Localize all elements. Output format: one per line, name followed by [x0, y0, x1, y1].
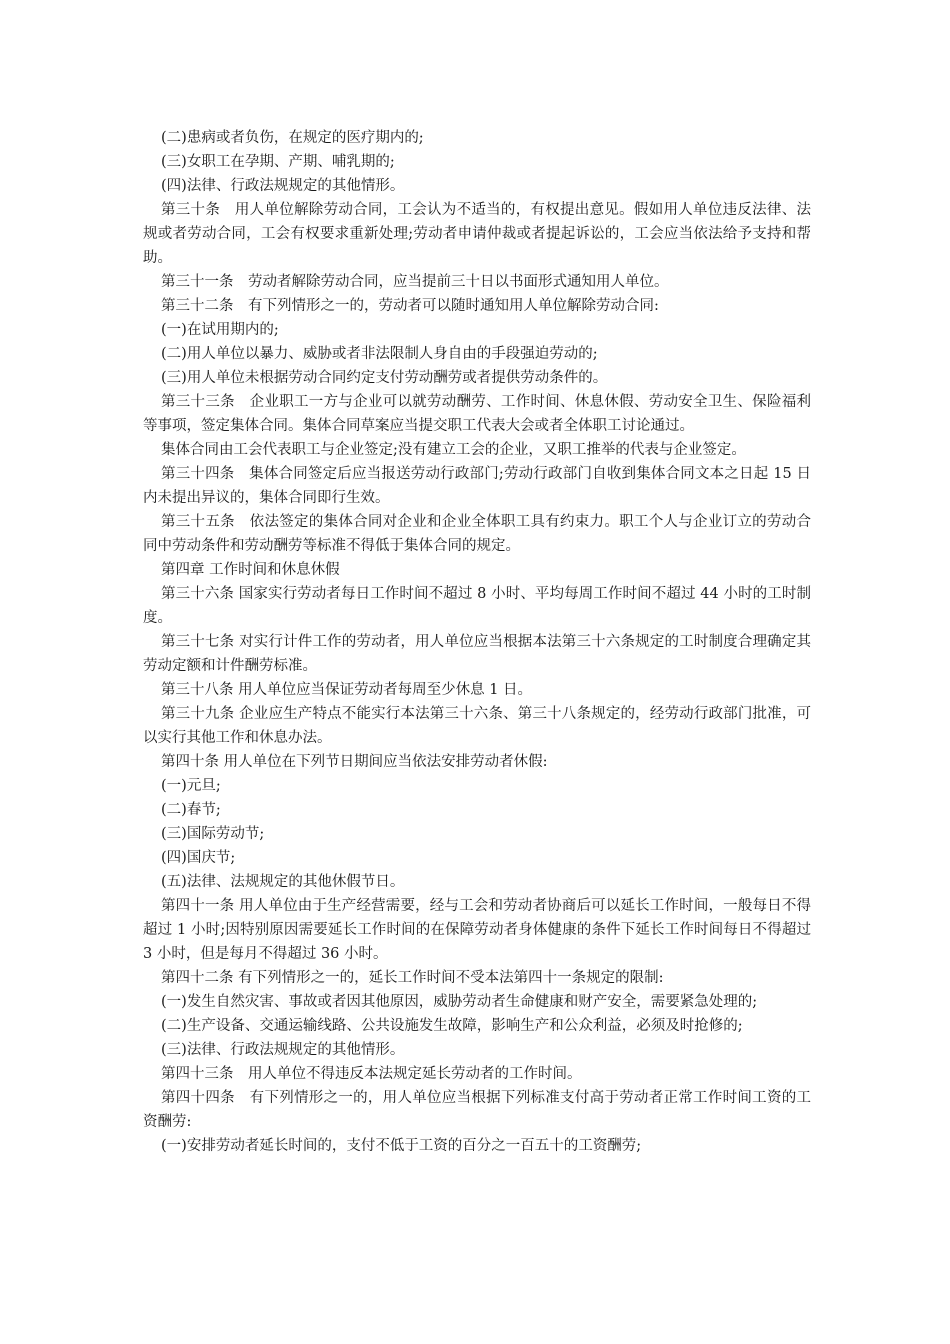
- article-41: 第四十一条 用人单位由于生产经营需要，经与工会和劳动者协商后可以延长工作时间，一般每日不得超过 1 小时;因特别原因需要延长工作时间的在保障劳动者身体健康的条件下延长工作时间每日不得超过 3 小时，但是每月不得超过 36 小时。: [143, 898, 816, 962]
- list-item: (五)法律、法规规定的其他休假节日。: [161, 874, 405, 890]
- chapter-heading: 第四章 工作时间和休息休假: [161, 562, 340, 578]
- list-item: (一)在试用期内的;: [161, 322, 279, 338]
- article-44: 第四十四条 有下列情形之一的，用人单位应当根据下列标准支付高于劳动者正常工作时间工资的工资酬劳:: [143, 1090, 811, 1130]
- article-43: 第四十三条 用人单位不得违反本法规定延长劳动者的工作时间。: [161, 1066, 582, 1082]
- list-item: (二)患病或者负伤，在规定的医疗期内的;: [161, 130, 424, 146]
- article-33: 第三十三条 企业职工一方与企业可以就劳动酬劳、工作时间、休息休假、劳动安全卫生、保险福利等事项，签定集体合同。集体合同草案应当提交职工代表大会或者全体职工讨论通过。: [143, 394, 811, 434]
- list-item: (二)春节;: [161, 802, 221, 818]
- article-42: 第四十二条 有下列情形之一的，延长工作时间不受本法第四十一条规定的限制:: [161, 970, 664, 986]
- article-36: 第三十六条 国家实行劳动者每日工作时间不超过 8 小时、平均每周工作时间不超过 44 小时的工时制度。: [143, 586, 811, 626]
- article-30: 第三十条 用人单位解除劳动合同，工会认为不适当的，有权提出意见。假如用人单位违反法律、法规或者劳动合同，工会有权要求重新处理;劳动者申请仲裁或者提起诉讼的，工会应当依法给予支持和帮助。: [143, 202, 811, 266]
- list-item: (三)法律、行政法规规定的其他情形。: [161, 1042, 405, 1058]
- article-31: 第三十一条 劳动者解除劳动合同，应当提前三十日以书面形式通知用人单位。: [161, 274, 669, 290]
- paragraph: 集体合同由工会代表职工与企业签定;没有建立工会的企业，又职工推举的代表与企业签定。: [161, 442, 746, 458]
- list-item: (二)生产设备、交通运输线路、公共设施发生故障，影响生产和公众利益，必须及时抢修的;: [161, 1018, 743, 1034]
- article-38: 第三十八条 用人单位应当保证劳动者每周至少休息 1 日。: [161, 682, 533, 698]
- article-39: 第三十九条 企业应生产特点不能实行本法第三十六条、第三十八条规定的，经劳动行政部门批准，可以实行其他工作和休息办法。: [143, 706, 811, 746]
- list-item: (三)女职工在孕期、产期、哺乳期的;: [161, 154, 395, 170]
- document-page: [143, 126, 816, 1158]
- list-item: (三)用人单位未根据劳动合同约定支付劳动酬劳或者提供劳动条件的。: [161, 370, 608, 386]
- list-item: (四)法律、行政法规规定的其他情形。: [161, 178, 405, 194]
- list-item: (三)国际劳动节;: [161, 826, 265, 842]
- article-34: 第三十四条 集体合同签定后应当报送劳动行政部门;劳动行政部门自收到集体合同文本之日起 15 日内未提出异议的，集体合同即行生效。: [143, 466, 811, 506]
- article-37: 第三十七条 对实行计件工作的劳动者，用人单位应当根据本法第三十六条规定的工时制度合理确定其劳动定额和计件酬劳标准。: [143, 634, 811, 674]
- article-35: 第三十五条 依法签定的集体合同对企业和企业全体职工具有约束力。职工个人与企业订立的劳动合同中劳动条件和劳动酬劳等标准不得低于集体合同的规定。: [143, 514, 811, 554]
- list-item: (一)发生自然灾害、事故或者因其他原因，威胁劳动者生命健康和财产安全，需要紧急处理的;: [161, 994, 758, 1010]
- article-32: 第三十二条 有下列情形之一的，劳动者可以随时通知用人单位解除劳动合同:: [161, 298, 659, 314]
- article-40: 第四十条 用人单位在下列节日期间应当依法安排劳动者休假:: [161, 754, 548, 770]
- list-item: (二)用人单位以暴力、威胁或者非法限制人身自由的手段强迫劳动的;: [161, 346, 598, 362]
- list-item: (一)安排劳动者延长时间的，支付不低于工资的百分之一百五十的工资酬劳;: [161, 1138, 642, 1154]
- list-item: (一)元旦;: [161, 778, 221, 794]
- list-item: (四)国庆节;: [161, 850, 236, 866]
